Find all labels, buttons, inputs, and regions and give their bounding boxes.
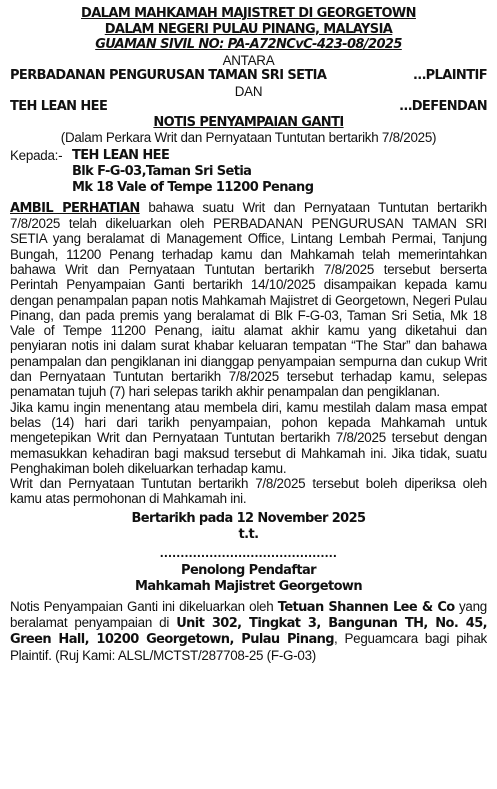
recipient-block bbox=[10, 148, 487, 196]
notice-subtitle: (Dalam Perkara Writ dan Pernyataan Tuntutan bertarikh 7/8/2025) bbox=[60, 130, 437, 146]
officer-court: Mahkamah Majistret Georgetown bbox=[135, 578, 362, 594]
defendant-name: TEH LEAN HEE bbox=[10, 99, 108, 115]
body-paragraph-1-text: bahawa suatu Writ dan Pernyataan Tuntutan bertarikh 7/8/2025 telah dikeluarkan oleh PERBADANAN PENGURUSAN TAMAN SRI SETIA yang beralamat di Management Office, Lintang Lembah Permai, Tanjung Bungah, 11200 Penang terhadap kamu dan Mahkamah telah memerintahkan bahawa Writ dan Pernyataan Tuntutan bertarikh 7/8/2025 tersebut berserta Perintah Penyampaian Ganti bertarikh 14/10/2025 disampaikan kepada kamu dengan penampalan papan notis Mahkamah Majistret di Georgetown, Negeri Pulau Pinang, dan pada premis yang beralamat di Blk F-G-03, Taman Sri Setia, Mk 18 Vale of Tempe 11200 Penang, iaitu alamat akhir kamu yang diketahui dan penyiaran notis ini dalam surat khabar keluaran tempatan “The Star” dan bahawa penampalan dan pengiklanan ini dianggap penyampaian sempurna dan cukup Writ dan Pernyataan Tuntutan bertarikh 7/8/2025 tersebut terhadap kamu, selepas penamatan tujuh (7) hari selepas tarikh akhir penampalan dan pengiklanan. bbox=[10, 199, 487, 400]
footer-text-3: , Peguamcara bagi pihak Plaintif. (Ruj Kami: ALSL/MCTST/287708-25 (F-G-03) bbox=[10, 631, 487, 663]
plaintiff-name: PERBADANAN PENGURUSAN TAMAN SRI SETIA bbox=[10, 68, 327, 84]
footer-text-1: Notis Penyampaian Ganti ini dikeluarkan oleh bbox=[10, 598, 278, 614]
footer-text-2: yang beralamat penyampaian di bbox=[10, 598, 487, 631]
signature-line: ........................................... bbox=[159, 544, 338, 560]
footer-paragraph bbox=[10, 599, 487, 663]
officer-title: Penolong Pendaftar bbox=[181, 562, 316, 578]
notice-title: NOTIS PENYAMPAIAN GANTI bbox=[153, 114, 344, 130]
defendant-row bbox=[10, 99, 487, 115]
body-paragraph-2: Jika kamu ingin menentang atau membela diri, kamu mestilah dalam masa empat belas (14) hari dari tarikh penyampaian, pohon kepada Mahkamah untuk mengetepikan Writ dan Pernyataan Tuntutan bertarikh 7/8/2025 tersebut dengan memasukkan kehadiran bagi maksud tersebut di Mahkamah ini. Jika tidak, suatu Penghakiman boleh dikeluarkan terhadap kamu. bbox=[10, 399, 487, 476]
plaintiff-row bbox=[10, 68, 487, 84]
dated-line: Bertarikh pada 12 November 2025 bbox=[131, 510, 366, 526]
law-firm-name: Tetuan Shannen Lee & Co bbox=[277, 599, 455, 615]
and-label: DAN bbox=[234, 83, 263, 99]
court-heading: DALAM MAHKAMAH MAJISTRET DI GEORGETOWN bbox=[81, 6, 416, 21]
body-paragraph-3: Writ dan Pernyataan Tuntutan bertarikh 7/8/2025 tersebut boleh diperiksa oleh kamu atas permohonan di Mahkamah ini. bbox=[10, 476, 487, 507]
body-paragraph-1 bbox=[10, 200, 487, 400]
between-label: ANTARA bbox=[222, 52, 275, 68]
recipient-details bbox=[72, 148, 313, 196]
suit-number: GUAMAN SIVIL NO: PA-A72NCvC-423-08/2025 bbox=[95, 37, 402, 53]
attention-label: AMBIL PERHATIAN bbox=[10, 200, 140, 216]
state-heading: DALAM NEGERI PULAU PINANG, MALAYSIA bbox=[104, 21, 393, 37]
recipient-address-line-2: Mk 18 Vale of Tempe 11200 Penang bbox=[72, 179, 314, 195]
plaintiff-role: …PLAINTIF bbox=[413, 68, 487, 84]
court-notice bbox=[10, 6, 487, 783]
defendant-role: …DEFENDAN bbox=[399, 99, 487, 115]
tt-mark: t.t. bbox=[238, 526, 259, 542]
service-address: Unit 302, Tingkat 3, Bangunan TH, No. 45, Green Hall, 10200 Georgetown, Pulau Pinang bbox=[10, 616, 487, 648]
recipient-address-line-1: Blk F-G-03,Taman Sri Setia bbox=[72, 163, 252, 179]
recipient-label: Kepada:- bbox=[10, 147, 63, 163]
recipient-name: TEH LEAN HEE bbox=[72, 147, 170, 163]
